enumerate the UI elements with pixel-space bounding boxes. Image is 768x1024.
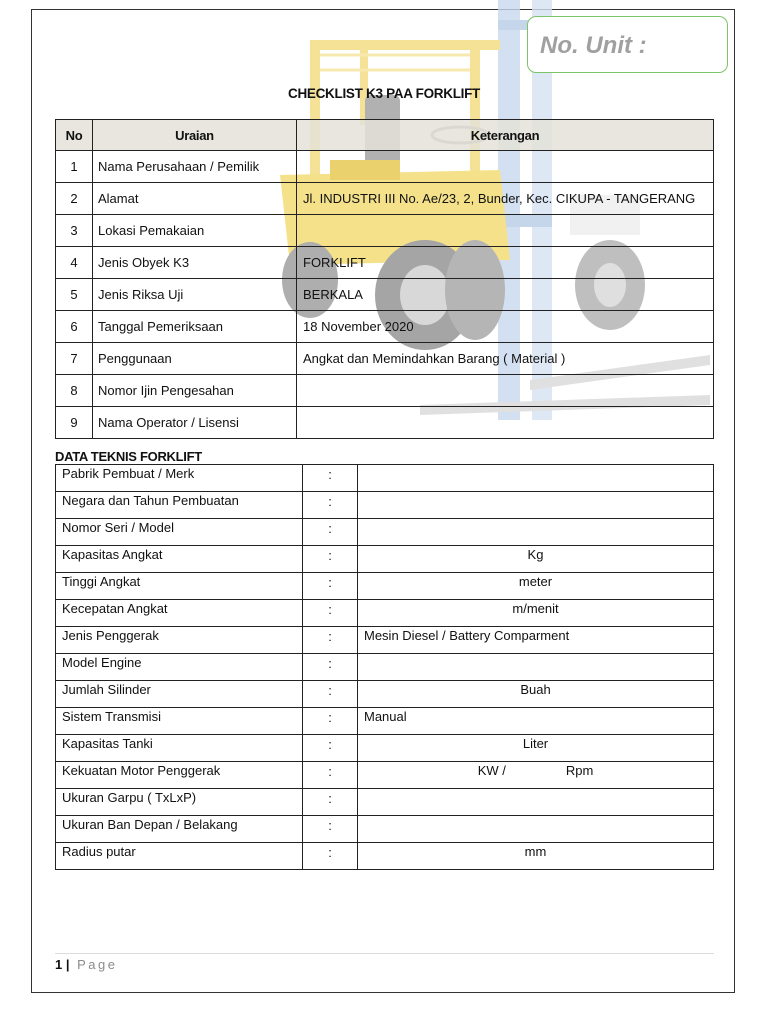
spec-colon: : (303, 762, 358, 789)
row-uraian: Lokasi Pemakaian (93, 215, 297, 247)
table-row (56, 843, 714, 870)
row-keterangan[interactable]: Angkat dan Memindahkan Barang ( Material ) (297, 343, 714, 375)
row-uraian: Alamat (93, 183, 297, 215)
unit-number-label: No. Unit : (540, 32, 647, 59)
spec-label: Radius putar (56, 843, 303, 870)
table-row (56, 151, 714, 183)
table-row (56, 681, 714, 708)
row-keterangan[interactable] (297, 215, 714, 247)
footer-divider (55, 953, 714, 954)
spec-label: Kapasitas Angkat (56, 546, 303, 573)
spec-value[interactable]: Manual (358, 708, 714, 735)
spec-label: Jenis Penggerak (56, 627, 303, 654)
row-number: 5 (56, 279, 93, 311)
table-row (56, 600, 714, 627)
table-row (56, 311, 714, 343)
spec-colon: : (303, 519, 358, 546)
footer-separator: | (65, 957, 70, 972)
table-row (56, 546, 714, 573)
spec-label: Pabrik Pembuat / Merk (56, 465, 303, 492)
spec-value[interactable]: Mesin Diesel / Battery Comparment (358, 627, 714, 654)
spec-value[interactable] (358, 654, 714, 681)
table-row (56, 247, 714, 279)
spec-label: Kecepatan Angkat (56, 600, 303, 627)
table-row (56, 279, 714, 311)
spec-value[interactable]: meter (358, 573, 714, 600)
table-header-row (56, 120, 714, 151)
row-number: 7 (56, 343, 93, 375)
spec-label: Kekuatan Motor Penggerak (56, 762, 303, 789)
row-number: 3 (56, 215, 93, 247)
row-keterangan[interactable] (297, 151, 714, 183)
spec-label: Model Engine (56, 654, 303, 681)
spec-colon: : (303, 465, 358, 492)
spec-label: Jumlah Silinder (56, 681, 303, 708)
page-word: Page (77, 957, 118, 972)
table-row (56, 215, 714, 247)
spec-value[interactable]: m/menit (358, 600, 714, 627)
header-no: No (56, 120, 93, 151)
table-row (56, 519, 714, 546)
spec-label: Sistem Transmisi (56, 708, 303, 735)
row-number: 6 (56, 311, 93, 343)
row-keterangan[interactable]: BERKALA (297, 279, 714, 311)
spec-label: Ukuran Garpu ( TxLxP) (56, 789, 303, 816)
header-keterangan: Keterangan (297, 120, 714, 151)
spec-label: Nomor Seri / Model (56, 519, 303, 546)
table-row (56, 735, 714, 762)
table-row (56, 627, 714, 654)
spec-value[interactable] (358, 789, 714, 816)
row-number: 2 (56, 183, 93, 215)
spec-colon: : (303, 843, 358, 870)
row-number: 9 (56, 407, 93, 439)
row-uraian: Jenis Obyek K3 (93, 247, 297, 279)
spec-label: Kapasitas Tanki (56, 735, 303, 762)
table-row (56, 492, 714, 519)
spec-value[interactable] (358, 519, 714, 546)
row-uraian: Tanggal Pemeriksaan (93, 311, 297, 343)
spec-value-motor[interactable] (358, 762, 714, 789)
row-keterangan[interactable] (297, 375, 714, 407)
spec-value[interactable] (358, 816, 714, 843)
unit-kw: KW / (477, 763, 506, 778)
row-keterangan[interactable]: 18 November 2020 (297, 311, 714, 343)
checklist-table (55, 119, 714, 439)
spec-colon: : (303, 789, 358, 816)
table-row (56, 654, 714, 681)
page-number: 1 (55, 957, 63, 972)
spec-label: Ukuran Ban Depan / Belakang (56, 816, 303, 843)
unit-rpm: Rpm (565, 763, 594, 778)
table-row (56, 789, 714, 816)
row-keterangan[interactable]: FORKLIFT (297, 247, 714, 279)
row-keterangan[interactable]: Jl. INDUSTRI III No. Ae/23, 2, Bunder, Kec. CIKUPA - TANGERANG (297, 183, 714, 215)
spec-colon: : (303, 546, 358, 573)
spec-label: Tinggi Angkat (56, 573, 303, 600)
row-uraian: Penggunaan (93, 343, 297, 375)
data-teknis-table (55, 464, 714, 870)
table-row (56, 183, 714, 215)
row-uraian: Nomor Ijin Pengesahan (93, 375, 297, 407)
spec-value[interactable]: Liter (358, 735, 714, 762)
table-row (56, 816, 714, 843)
row-number: 1 (56, 151, 93, 183)
spec-colon: : (303, 492, 358, 519)
spec-colon: : (303, 600, 358, 627)
row-keterangan[interactable] (297, 407, 714, 439)
row-number: 4 (56, 247, 93, 279)
row-uraian: Nama Perusahaan / Pemilik (93, 151, 297, 183)
spec-colon: : (303, 681, 358, 708)
spec-colon: : (303, 627, 358, 654)
data-teknis-title: DATA TEKNIS FORKLIFT (55, 449, 202, 464)
spec-colon: : (303, 816, 358, 843)
table-row (56, 407, 714, 439)
spec-value[interactable]: Kg (358, 546, 714, 573)
table-row (56, 573, 714, 600)
row-number: 8 (56, 375, 93, 407)
spec-colon: : (303, 708, 358, 735)
spec-colon: : (303, 654, 358, 681)
table-row (56, 375, 714, 407)
table-row (56, 708, 714, 735)
spec-colon: : (303, 573, 358, 600)
spec-label: Negara dan Tahun Pembuatan (56, 492, 303, 519)
table-row (56, 343, 714, 375)
page-footer (55, 957, 118, 972)
unit-number-box (527, 16, 728, 73)
header-uraian: Uraian (93, 120, 297, 151)
document-title: CHECKLIST K3 PAA FORKLIFT (288, 86, 480, 101)
row-uraian: Nama Operator / Lisensi (93, 407, 297, 439)
spec-value[interactable] (358, 465, 714, 492)
table-row (56, 762, 714, 789)
table-row (56, 465, 714, 492)
spec-value[interactable]: mm (358, 843, 714, 870)
row-uraian: Jenis Riksa Uji (93, 279, 297, 311)
spec-value[interactable] (358, 492, 714, 519)
spec-colon: : (303, 735, 358, 762)
spec-value[interactable]: Buah (358, 681, 714, 708)
